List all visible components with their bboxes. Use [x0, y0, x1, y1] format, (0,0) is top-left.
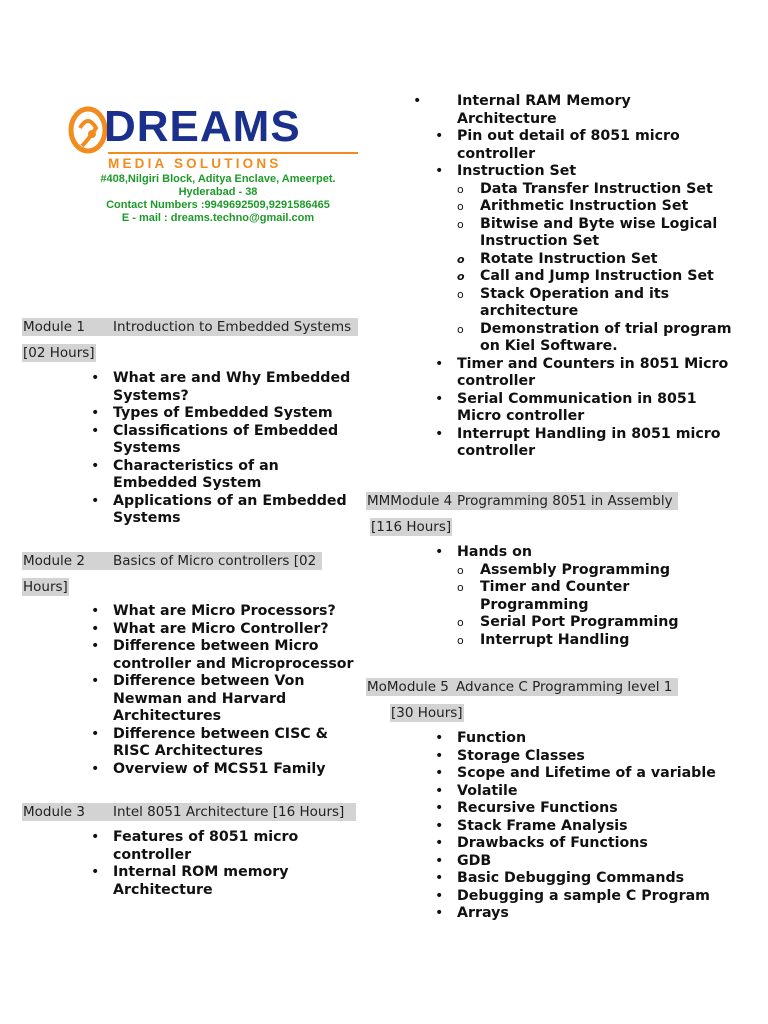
sub-list-item: o Call and Jump Instruction Set	[457, 268, 735, 286]
list-item: • Classifications of Embedded Systems	[91, 423, 363, 458]
module-1-header	[22, 318, 358, 336]
hands-on-sublist	[457, 562, 735, 650]
list-item: • Drawbacks of Functions	[435, 835, 735, 853]
module-5-hours: [30 Hours]	[391, 705, 463, 721]
list-item: • Function	[435, 730, 735, 748]
dreams-logo-icon	[68, 106, 108, 158]
list-item: • Internal RAM Memory Architecture	[413, 93, 735, 128]
list-item: • Arrays	[435, 905, 735, 923]
list-item: • Difference between CISC & RISC Architectures	[91, 726, 367, 761]
sub-list-item: o Interrupt Handling	[457, 632, 735, 650]
module-title: Programming 8051 in Assembly	[457, 493, 673, 509]
module-label: Module 3	[23, 804, 85, 820]
sub-list-item: o Data Transfer Instruction Set	[457, 181, 735, 199]
list-item: • Features of 8051 micro controller	[91, 829, 363, 864]
list-item: • Applications of an Embedded Systems	[91, 493, 363, 528]
module-3-topics	[91, 829, 363, 899]
sub-list-item: o Rotate Instruction Set	[457, 251, 735, 269]
module-title: Introduction to Embedded Systems	[113, 319, 352, 335]
module-label: Module 1	[23, 319, 85, 335]
address-line-2: Hyderabad - 38	[178, 186, 258, 198]
list-item: • GDB	[435, 853, 735, 871]
module-3-header	[22, 803, 356, 821]
module-5-header	[366, 678, 678, 696]
module-2-hours: Hours]	[23, 579, 68, 595]
sub-list-item: o Stack Operation and its architecture	[457, 286, 735, 321]
contact-numbers: Contact Numbers :9949692509,9291586465	[106, 199, 330, 211]
list-item: • Scope and Lifetime of a variable	[435, 765, 735, 783]
sub-list-item: o Bitwise and Byte wise Logical Instruction Set	[457, 216, 735, 251]
module-label: Module 2	[23, 553, 85, 569]
module-1-hours: [02 Hours]	[23, 345, 95, 361]
sub-list-item: o Timer and Counter Programming	[457, 579, 735, 614]
module-2-topics	[91, 603, 367, 778]
list-item: • Timer and Counters in 8051 Micro controller	[435, 356, 735, 391]
module-4-topics	[435, 544, 735, 649]
module-label: MMModule 4	[367, 493, 453, 509]
list-item: • What are Micro Controller?	[91, 621, 367, 639]
list-item: • Hands on o Assembly Programming o Timer and Counter Programming o Serial Port Programming o Interrupt Handling	[435, 544, 735, 649]
module-title: Intel 8051 Architecture [16 Hours]	[113, 804, 345, 820]
list-item: • What are Micro Processors?	[91, 603, 367, 621]
list-item: • Volatile	[435, 783, 735, 801]
module-label: MoModule 5	[367, 679, 449, 695]
module-title: Advance C Programming level 1	[456, 679, 673, 695]
brand-subtitle: MEDIA SOLUTIONS	[108, 152, 358, 173]
list-item: • Debugging a sample C Program	[435, 888, 735, 906]
list-item: • Instruction Set o Data Transfer Instruction Set o Arithmetic Instruction Set o Bitwise and Byte wise Logical Instruction Set o Rotate Instruction Set o Call and Jump Instruction Set o Stack Operation and its architecture o Demonstration of trial program on Kiel Software.	[435, 163, 735, 356]
list-item: • Serial Communication in 8051 Micro controller	[435, 391, 735, 426]
email-address: E - mail : dreams.techno@gmail.com	[121, 212, 315, 224]
instruction-set-sublist	[457, 181, 735, 356]
module-3-topics-continued	[435, 93, 735, 461]
module-2-header	[22, 552, 322, 570]
module-4-hours: [116 Hours]	[371, 519, 452, 535]
company-logo	[68, 104, 368, 228]
list-item: • Difference between Von Newman and Harvard Architectures	[91, 673, 367, 726]
address-line-1: #408,Nilgiri Block, Aditya Enclave, Ameerpet.	[100, 173, 336, 185]
list-item: • Types of Embedded System	[91, 405, 363, 423]
sub-list-item: o Arithmetic Instruction Set	[457, 198, 735, 216]
list-item: • Storage Classes	[435, 748, 735, 766]
list-item: • Basic Debugging Commands	[435, 870, 735, 888]
list-item: • Internal ROM memory Architecture	[91, 864, 363, 899]
module-1-topics	[91, 370, 363, 528]
list-item: • Pin out detail of 8051 micro controller	[435, 128, 735, 163]
brand-name: DREAMS	[104, 102, 301, 151]
list-item: • Interrupt Handling in 8051 micro controller	[435, 426, 735, 461]
sub-list-item: o Serial Port Programming	[457, 614, 735, 632]
module-4-header	[366, 492, 678, 510]
list-item: • Characteristics of an Embedded System	[91, 458, 363, 493]
list-item: • Difference between Micro controller and Microprocessor	[91, 638, 367, 673]
sub-list-item: o Assembly Programming	[457, 562, 735, 580]
list-item: • What are and Why Embedded Systems?	[91, 370, 363, 405]
sub-list-item: o Demonstration of trial program on Kiel Software.	[457, 321, 735, 356]
list-item: • Overview of MCS51 Family	[91, 761, 367, 779]
list-item: • Recursive Functions	[435, 800, 735, 818]
module-title: Basics of Micro controllers [02	[113, 553, 317, 569]
list-item: • Stack Frame Analysis	[435, 818, 735, 836]
module-5-topics	[435, 730, 735, 923]
